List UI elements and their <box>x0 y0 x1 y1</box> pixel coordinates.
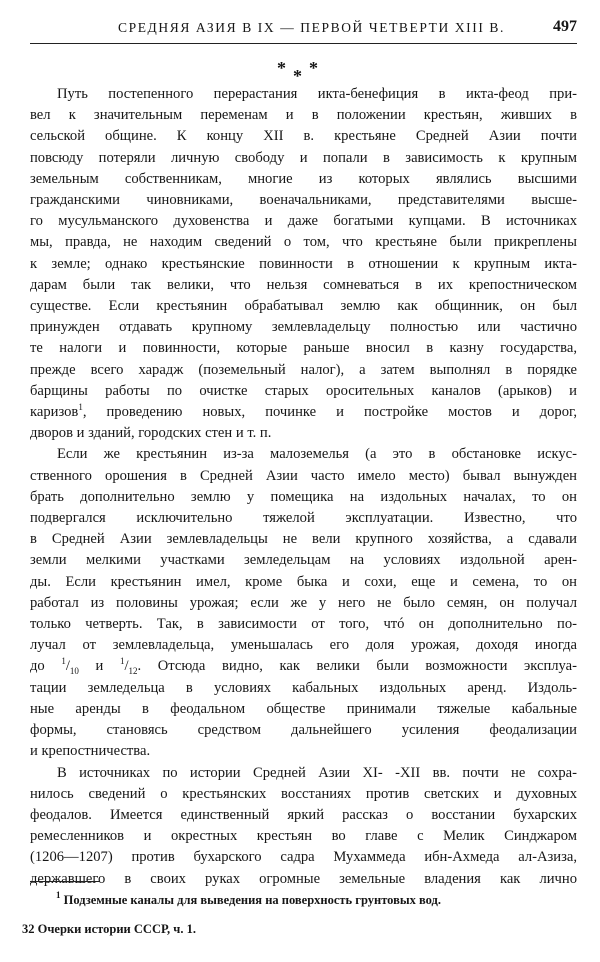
text-line: державшего в своих руках огромные земельные владения как лично <box>30 870 577 887</box>
paragraph-2 <box>30 444 577 762</box>
text-line: дворов и зданий, городских стен и т. п. <box>30 425 272 442</box>
text-line: земли мелкими участками земледельцам на условиях издольной арен- <box>30 552 577 569</box>
footnote-rule <box>30 881 100 882</box>
asterism-star-right: * <box>309 58 318 78</box>
text-line: мы, правда, не находим сведений о том, что крестьяне были прикреплены <box>30 234 577 251</box>
fraction-prefix: до <box>30 658 62 675</box>
text-line: феодалов. Имеется единственный яркий рассказ о восстании бухарских <box>30 806 577 823</box>
footnote-reference: 1 <box>78 402 83 413</box>
fraction-numerator: 1 <box>61 656 66 667</box>
text-line: В источниках по истории Средней Азии XI- -XII вв. почти не сохра- <box>57 764 577 781</box>
karez-rest: , проведению новых, починке и постройке мостов и дорог, <box>82 404 577 421</box>
text-line: Если же крестьянин из-за малоземелья (а это в обстановке искус- <box>57 446 577 463</box>
text-line: земельным собственникам, многие из которых являлись высшими <box>30 170 577 187</box>
text-line: и крепостничества. <box>30 743 151 760</box>
printer-signature <box>22 922 196 937</box>
fraction-denominator: 12 <box>128 666 138 677</box>
footnote-text: Подземные каналы для выведения на поверхность грунтовых вод. <box>63 893 441 907</box>
text-line: гражданскими чиновниками, военачальниками, представителями высше- <box>30 192 577 209</box>
text-line: к земле; однако крестьянские повинности в отношении к крупным икта- <box>30 255 577 272</box>
text-line: вел к значительным переменам и в положении крестьян, живших в <box>30 107 577 124</box>
text-line: го мусульманского духовенства и даже богатыми купцами. В источниках <box>30 213 577 230</box>
text-line: те налоги и повинности, которые раньше вносил в казну государства, <box>30 340 577 357</box>
fraction-one-tenth: $^1/_{10}$ <box>61 656 79 677</box>
footnote-mark: 1 <box>56 890 61 900</box>
running-header <box>30 18 577 42</box>
page-number: 497 <box>553 18 577 35</box>
text-line: нилось сведений о крестьянских восстаниях против светских и духовных <box>30 785 577 802</box>
header-rule <box>30 43 577 44</box>
asterism-star-left: * <box>277 58 286 78</box>
text-line: прежде всего харадж (поземельный налог), а затем выполнял в порядке <box>30 361 577 378</box>
footnote <box>56 890 577 908</box>
text-line: работал из половины урожая; если же у него не было семян, он получал <box>30 594 577 611</box>
fraction-one-twelfth: $^1/_{12}$ <box>119 656 138 677</box>
text-line: Путь постепенного перерастания икта-бенефиция в икта-феод при- <box>57 86 577 102</box>
text-line: ремесленников и окрестных крестьян во главе с Мелик Синджаром <box>30 828 577 845</box>
text-line: брать дополнительно землю у помещика на издольных началах, то он <box>30 488 577 505</box>
text-line: сельской общине. К концу XII в. крестьяне Средней Азии почти <box>30 128 577 145</box>
fraction-numerator: 1 <box>119 656 125 667</box>
fraction-mid: и <box>78 658 120 675</box>
fraction-suffix: . Отсюда видно, как велики были возможности эксплуа- <box>137 658 578 675</box>
text-line-with-footnote <box>30 402 577 423</box>
signature-text: Очерки истории СССР, ч. 1. <box>37 922 196 936</box>
text-line-with-fractions <box>30 656 577 677</box>
signature-number: 32 <box>22 922 35 936</box>
text-line: лучал от землевладельца, уменьшалась его доля урожая, доходя иногда <box>30 637 577 654</box>
text-line: ные аренды в феодальном обществе принимали тяжелые кабальные <box>30 700 577 717</box>
text-line: ды. Если крестьянин имел, кроме быка и сохи, еще и семена, то он <box>30 573 577 590</box>
fraction-denominator: 10 <box>69 666 79 677</box>
karez-word: каризов <box>30 404 79 421</box>
text-line: формы, становясь средством дальнейшего усиления феодализации <box>30 722 577 739</box>
text-line: существе. Если крестьянин обрабатывал землю как общинник, он был <box>30 298 577 315</box>
text-line: (1206—1207) против бухарского садра Мухаммеда ибн-Ахмеда ал-Азиза, <box>30 849 577 866</box>
text-line: подвергался исключительно тяжелой эксплуатации. Известно, что <box>30 510 577 527</box>
text-line: принужден отдавать крупному землевладельцу полностью или частично <box>30 319 577 336</box>
text-line: дарам были так велики, что нельзя сомневаться в их крепостническом <box>30 276 577 293</box>
paragraph-3 <box>30 763 577 890</box>
paragraph-1 <box>30 84 577 444</box>
text-line: в Средней Азии землевладельцы не вели крупного хозяйства, а сдавали <box>30 531 577 548</box>
asterism-star-center: * <box>293 66 302 86</box>
running-title: СРЕДНЯЯ АЗИЯ В IX — ПЕРВОЙ ЧЕТВЕРТИ XIII В. <box>118 20 506 35</box>
text-line: повсюду потеряли личную свободу и попали в зависимость к крупным <box>30 149 577 166</box>
text-line: только четверть. Так, в зависимости от того, чтó он дополнительно по- <box>30 616 577 633</box>
text-line: ственного орошения в Средней Азии часто имело место) бывал вынужден <box>30 467 577 484</box>
body-text <box>30 84 577 890</box>
text-line: тации земледельца в условиях кабальных издольных аренд. Издоль- <box>30 679 577 696</box>
text-line: барщины работы по очистке старых оросительных каналов (арыков) и <box>30 382 577 399</box>
